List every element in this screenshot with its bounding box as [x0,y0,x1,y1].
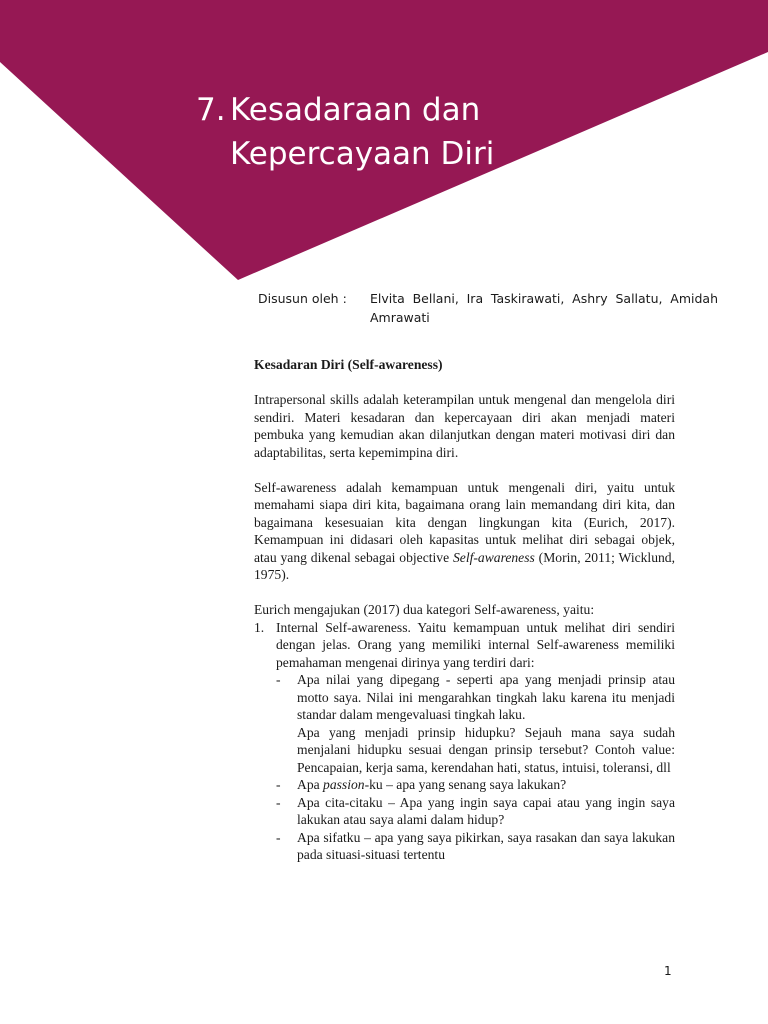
paragraph-self-awareness-italic: Self-awareness [453,549,535,565]
sub-list-item [276,776,675,794]
sub-list [276,671,675,864]
sub-item-text: Apa passion-ku – apa yang senang saya lakukan? [297,777,567,792]
chapter-title-line1: Kesadaraan dan [230,92,481,128]
dash-bullet: - [276,794,281,810]
sub-list-item [276,671,675,776]
list-intro: Eurich mengajukan (2017) dua kategori Self-awareness, yaitu: [254,602,595,617]
dash-bullet: - [276,829,281,845]
chapter-title-line2: Kepercayaan Diri [230,136,495,172]
paragraph-self-awareness-citation: (Morin, 2011; Wicklund, 1975). [254,549,675,582]
chapter-title [196,88,494,176]
sub-item-italic: passion [323,777,365,792]
list-item-text: Internal Self-awareness. Yaitu kemampuan untuk melihat diri sendiri dengan jelas. Orang yang memiliki internal Self-awareness memiliki pemahaman mengenai dirinya yang terdiri dari: [276,619,675,670]
dash-bullet: - [276,777,281,792]
document-body [254,356,675,864]
list-number: 1. [254,619,265,635]
sub-item-extra: Apa yang menjadi prinsip hidupku? Sejauh mana saya sudah menjalani hidupku sesuai dengan prinsip tersebut? Contoh value: Pencapaian, kerja sama, kerendahan hati, status, intuisi, toleransi, dll [297,724,675,775]
sub-item-text: Apa cita-citaku – Apa yang ingin saya capai atau yang ingin saya lakukan atau saya alami dalam hidup? [297,794,675,827]
byline-label: Disusun oleh : [258,291,347,306]
sub-item-text: Apa sifatku – apa yang saya pikirkan, saya rasakan dan saya lakukan pada situasi-situasi tertentu [297,829,675,862]
paragraph-self-awareness [254,479,675,584]
byline-authors: Elvita Bellani, Ira Taskirawati, Ashry Sallatu, Amidah Amrawati [370,291,718,325]
section-heading: Kesadaran Diri (Self-awareness) [254,357,443,372]
byline [258,289,718,327]
sub-item-text: Apa nilai yang dipegang - seperti apa yang menjadi prinsip atau motto saya. Nilai ini mengarahkan tingkah laku karena itu menjadi standar dalam mengevaluasi tingkah laku. [297,672,675,722]
paragraph-self-awareness-text: Self-awareness adalah kemampuan untuk mengenali diri, yaitu untuk memahami siapa diri kita, bagaimana orang lain memandang diri kita, dan bagaimana kesesuaian kita dengan lingkungan kita (Eurich, 2017). Kemampuan ini didasari oleh kapasitas untuk melihat diri sebagai objek, atau yang dikenal sebagai objective [254,479,675,565]
sub-list-item [276,794,675,829]
chapter-number: 7. [196,92,226,128]
sub-list-item [276,829,675,864]
paragraph-intrapersonal: Intrapersonal skills adalah keterampilan untuk mengenal dan mengelola diri sendiri. Materi kesadaran dan kepercayaan diri akan menjadi materi pembuka yang kemudian akan dilanjutkan dengan materi motivasi diri dan adaptabilitas, serta kepemimpina diri. [254,392,675,460]
list-item-internal [254,619,675,864]
dash-bullet: - [276,672,281,687]
page-number: 1 [664,964,672,978]
list-item-body [276,619,675,864]
